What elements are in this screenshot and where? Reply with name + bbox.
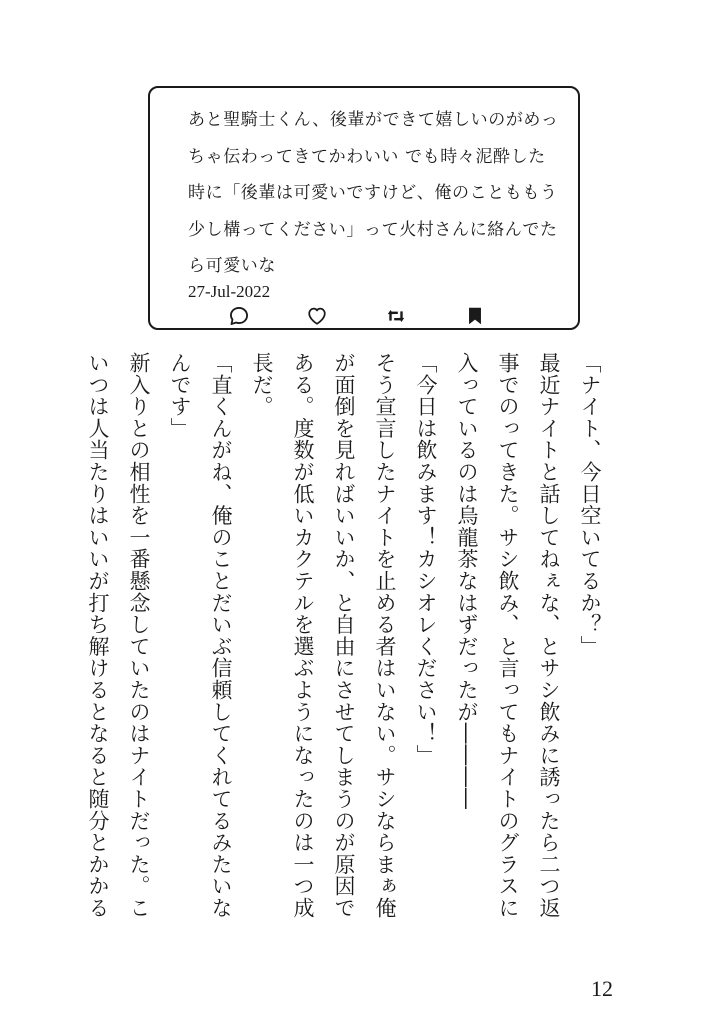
post-card <box>148 86 580 330</box>
body-line: 「ナイト、今日空いてるか？」 <box>578 352 602 658</box>
bookmark-icon[interactable] <box>464 305 486 327</box>
body-line: ある。度数が低いカクテルを選ぶようになったのは一つ成 <box>291 352 315 919</box>
heart-icon[interactable] <box>306 305 328 327</box>
body-line: んです」 <box>168 352 192 440</box>
body-line: 長だ。 <box>250 352 274 418</box>
post-text-line: あと聖騎士くん、後輩ができて嬉しいのがめっ <box>188 110 559 130</box>
post-date: 27-Jul-2022 <box>188 282 271 301</box>
post-text-line: ちゃ伝わってきてかわいい でも時々泥酔した <box>188 146 546 167</box>
body-line: 事でのってきた。サシ飲み、と言ってもナイトのグラスに <box>496 352 520 919</box>
body-text <box>86 352 610 952</box>
body-line: 入っているのは烏龍茶なはずだったが―――― <box>455 352 479 810</box>
reply-icon[interactable] <box>228 305 250 327</box>
body-line: 最近ナイトと話してねぇな、とサシ飲みに誘ったら二つ返 <box>537 352 561 919</box>
post-text-line: 少し構ってください」って火村さんに絡んでた <box>188 219 558 240</box>
body-line: が面倒を見ればいいか、と自由にさせてしまうのが原因で <box>332 352 356 919</box>
body-line: 「直くんがね、俺のことだいぶ信頼してくれてるみたいな <box>209 352 233 919</box>
post-text-line: ら可愛いな <box>188 256 276 276</box>
body-line: そう宣言したナイトを止める者はいない。サシならまぁ俺 <box>373 352 397 919</box>
page-number: 12 <box>591 976 613 1001</box>
retweet-icon[interactable] <box>385 305 407 327</box>
body-line: 新入りとの相性を一番懸念していたのはナイトだった。こ <box>127 352 151 919</box>
post-actions <box>150 302 578 330</box>
body-line: 「今日は飲みます！カシオレください！」 <box>414 352 438 767</box>
post-text-line: 時に「後輩は可愛いですけど、俺のことももう <box>188 183 558 203</box>
post-text <box>188 102 568 285</box>
body-line: いつは人当たりはいいが打ち解けるとなると随分とかかる <box>86 352 110 919</box>
